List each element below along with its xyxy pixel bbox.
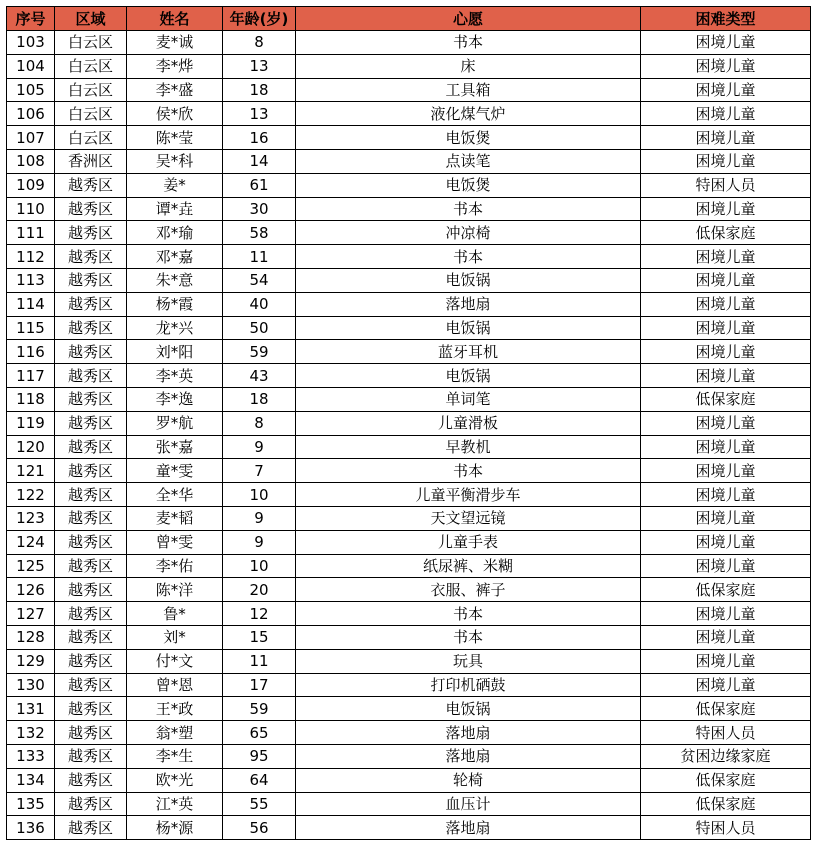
cell-name: 麦*诚 [127, 31, 223, 55]
cell-wish: 书本 [296, 197, 641, 221]
cell-district: 越秀区 [55, 721, 127, 745]
cell-age: 8 [223, 411, 296, 435]
table-row [7, 721, 811, 745]
cell-number: 124 [7, 530, 55, 554]
cell-age: 10 [223, 554, 296, 578]
cell-name: 王*政 [127, 697, 223, 721]
cell-hardship-type: 困境儿童 [641, 411, 811, 435]
table-row [7, 483, 811, 507]
cell-name: 麦*韬 [127, 506, 223, 530]
cell-number: 111 [7, 221, 55, 245]
cell-number: 128 [7, 625, 55, 649]
cell-district: 越秀区 [55, 530, 127, 554]
cell-district: 越秀区 [55, 602, 127, 626]
cell-number: 109 [7, 173, 55, 197]
cell-hardship-type: 困境儿童 [641, 102, 811, 126]
cell-name: 邓*瑜 [127, 221, 223, 245]
cell-age: 17 [223, 673, 296, 697]
cell-wish: 儿童手表 [296, 530, 641, 554]
cell-age: 40 [223, 292, 296, 316]
cell-name: 欧*光 [127, 768, 223, 792]
cell-hardship-type: 困境儿童 [641, 31, 811, 55]
table-row [7, 31, 811, 55]
cell-wish: 衣服、裤子 [296, 578, 641, 602]
cell-wish: 落地扇 [296, 721, 641, 745]
cell-hardship-type: 特困人员 [641, 173, 811, 197]
cell-name: 陈*洋 [127, 578, 223, 602]
cell-age: 8 [223, 31, 296, 55]
cell-name: 杨*霞 [127, 292, 223, 316]
cell-wish: 电饭锅 [296, 268, 641, 292]
table-row [7, 316, 811, 340]
cell-wish: 天文望远镜 [296, 506, 641, 530]
cell-wish: 纸尿裤、米糊 [296, 554, 641, 578]
cell-district: 越秀区 [55, 411, 127, 435]
cell-age: 16 [223, 126, 296, 150]
cell-hardship-type: 困境儿童 [641, 625, 811, 649]
cell-age: 18 [223, 78, 296, 102]
cell-number: 106 [7, 102, 55, 126]
cell-age: 54 [223, 268, 296, 292]
cell-hardship-type: 困境儿童 [641, 149, 811, 173]
cell-age: 7 [223, 459, 296, 483]
cell-hardship-type: 困境儿童 [641, 506, 811, 530]
table-row [7, 364, 811, 388]
cell-district: 越秀区 [55, 268, 127, 292]
cell-hardship-type: 困境儿童 [641, 649, 811, 673]
cell-age: 15 [223, 625, 296, 649]
cell-wish: 液化煤气炉 [296, 102, 641, 126]
cell-age: 13 [223, 54, 296, 78]
cell-wish: 电饭煲 [296, 126, 641, 150]
cell-name: 李*烨 [127, 54, 223, 78]
cell-district: 越秀区 [55, 292, 127, 316]
cell-age: 56 [223, 816, 296, 840]
cell-wish: 工具箱 [296, 78, 641, 102]
cell-hardship-type: 困境儿童 [641, 197, 811, 221]
cell-district: 白云区 [55, 54, 127, 78]
table-row [7, 292, 811, 316]
cell-district: 越秀区 [55, 768, 127, 792]
cell-age: 20 [223, 578, 296, 602]
cell-hardship-type: 困境儿童 [641, 340, 811, 364]
cell-wish: 落地扇 [296, 816, 641, 840]
cell-number: 123 [7, 506, 55, 530]
table-row [7, 54, 811, 78]
cell-number: 110 [7, 197, 55, 221]
cell-number: 129 [7, 649, 55, 673]
cell-wish: 书本 [296, 31, 641, 55]
cell-district: 越秀区 [55, 173, 127, 197]
header-number: 序号 [7, 7, 55, 31]
cell-hardship-type: 低保家庭 [641, 578, 811, 602]
cell-district: 越秀区 [55, 744, 127, 768]
cell-hardship-type: 困境儿童 [641, 364, 811, 388]
cell-wish: 点读笔 [296, 149, 641, 173]
cell-name: 邓*嘉 [127, 245, 223, 269]
cell-number: 114 [7, 292, 55, 316]
header-district: 区域 [55, 7, 127, 31]
cell-number: 133 [7, 744, 55, 768]
cell-district: 越秀区 [55, 578, 127, 602]
cell-name: 谭*垚 [127, 197, 223, 221]
cell-number: 131 [7, 697, 55, 721]
cell-wish: 书本 [296, 459, 641, 483]
table-row [7, 625, 811, 649]
cell-name: 曾*恩 [127, 673, 223, 697]
cell-wish: 电饭锅 [296, 697, 641, 721]
table-row [7, 126, 811, 150]
cell-name: 李*逸 [127, 387, 223, 411]
cell-number: 135 [7, 792, 55, 816]
cell-age: 61 [223, 173, 296, 197]
cell-hardship-type: 特困人员 [641, 721, 811, 745]
cell-number: 112 [7, 245, 55, 269]
cell-name: 龙*兴 [127, 316, 223, 340]
cell-hardship-type: 困境儿童 [641, 292, 811, 316]
cell-district: 越秀区 [55, 459, 127, 483]
cell-age: 95 [223, 744, 296, 768]
cell-district: 香洲区 [55, 149, 127, 173]
header-wish: 心愿 [296, 7, 641, 31]
table-row [7, 673, 811, 697]
cell-number: 120 [7, 435, 55, 459]
table-row [7, 245, 811, 269]
table-row [7, 411, 811, 435]
header-row [7, 7, 811, 31]
cell-hardship-type: 贫困边缘家庭 [641, 744, 811, 768]
cell-number: 116 [7, 340, 55, 364]
cell-name: 罗*航 [127, 411, 223, 435]
cell-age: 55 [223, 792, 296, 816]
wish-list-table [6, 6, 811, 840]
cell-wish: 冲凉椅 [296, 221, 641, 245]
cell-name: 全*华 [127, 483, 223, 507]
cell-district: 越秀区 [55, 673, 127, 697]
cell-name: 李*生 [127, 744, 223, 768]
cell-number: 121 [7, 459, 55, 483]
cell-hardship-type: 困境儿童 [641, 554, 811, 578]
table-row [7, 554, 811, 578]
cell-age: 9 [223, 435, 296, 459]
cell-wish: 早教机 [296, 435, 641, 459]
cell-wish: 电饭煲 [296, 173, 641, 197]
cell-name: 江*英 [127, 792, 223, 816]
table-body [7, 31, 811, 840]
cell-district: 越秀区 [55, 483, 127, 507]
cell-hardship-type: 困境儿童 [641, 54, 811, 78]
cell-number: 107 [7, 126, 55, 150]
cell-age: 43 [223, 364, 296, 388]
cell-age: 11 [223, 649, 296, 673]
cell-wish: 蓝牙耳机 [296, 340, 641, 364]
cell-hardship-type: 特困人员 [641, 816, 811, 840]
table-row [7, 768, 811, 792]
table-row [7, 340, 811, 364]
cell-district: 越秀区 [55, 625, 127, 649]
cell-name: 刘*阳 [127, 340, 223, 364]
cell-name: 吴*科 [127, 149, 223, 173]
table-row [7, 649, 811, 673]
cell-name: 朱*意 [127, 268, 223, 292]
cell-number: 113 [7, 268, 55, 292]
cell-name: 张*嘉 [127, 435, 223, 459]
cell-hardship-type: 低保家庭 [641, 387, 811, 411]
cell-district: 越秀区 [55, 387, 127, 411]
table-row [7, 173, 811, 197]
cell-name: 陈*莹 [127, 126, 223, 150]
cell-hardship-type: 困境儿童 [641, 316, 811, 340]
cell-hardship-type: 低保家庭 [641, 221, 811, 245]
cell-wish: 打印机硒鼓 [296, 673, 641, 697]
table-row [7, 78, 811, 102]
cell-wish: 书本 [296, 245, 641, 269]
cell-name: 杨*源 [127, 816, 223, 840]
table-row [7, 530, 811, 554]
cell-age: 59 [223, 340, 296, 364]
table-row [7, 578, 811, 602]
cell-number: 108 [7, 149, 55, 173]
header-age: 年龄(岁) [223, 7, 296, 31]
cell-district: 白云区 [55, 102, 127, 126]
cell-number: 104 [7, 54, 55, 78]
cell-wish: 落地扇 [296, 744, 641, 768]
cell-hardship-type: 困境儿童 [641, 673, 811, 697]
table-row [7, 197, 811, 221]
cell-hardship-type: 困境儿童 [641, 530, 811, 554]
cell-number: 122 [7, 483, 55, 507]
cell-number: 127 [7, 602, 55, 626]
cell-number: 126 [7, 578, 55, 602]
cell-wish: 儿童滑板 [296, 411, 641, 435]
cell-wish: 床 [296, 54, 641, 78]
cell-age: 58 [223, 221, 296, 245]
cell-age: 13 [223, 102, 296, 126]
cell-name: 李*佑 [127, 554, 223, 578]
cell-age: 14 [223, 149, 296, 173]
cell-name: 鲁* [127, 602, 223, 626]
cell-age: 12 [223, 602, 296, 626]
cell-district: 越秀区 [55, 316, 127, 340]
cell-district: 白云区 [55, 78, 127, 102]
cell-age: 65 [223, 721, 296, 745]
cell-district: 越秀区 [55, 340, 127, 364]
cell-number: 117 [7, 364, 55, 388]
cell-hardship-type: 困境儿童 [641, 483, 811, 507]
cell-district: 越秀区 [55, 197, 127, 221]
cell-hardship-type: 困境儿童 [641, 126, 811, 150]
cell-name: 姜* [127, 173, 223, 197]
cell-district: 越秀区 [55, 697, 127, 721]
cell-age: 9 [223, 530, 296, 554]
cell-hardship-type: 低保家庭 [641, 768, 811, 792]
header-name: 姓名 [127, 7, 223, 31]
cell-wish: 电饭锅 [296, 316, 641, 340]
cell-hardship-type: 困境儿童 [641, 245, 811, 269]
cell-age: 50 [223, 316, 296, 340]
cell-number: 103 [7, 31, 55, 55]
cell-hardship-type: 困境儿童 [641, 435, 811, 459]
table-row [7, 816, 811, 840]
cell-name: 付*文 [127, 649, 223, 673]
cell-number: 134 [7, 768, 55, 792]
cell-number: 130 [7, 673, 55, 697]
table-row [7, 149, 811, 173]
cell-age: 11 [223, 245, 296, 269]
cell-age: 18 [223, 387, 296, 411]
cell-age: 30 [223, 197, 296, 221]
cell-number: 125 [7, 554, 55, 578]
cell-hardship-type: 困境儿童 [641, 459, 811, 483]
cell-name: 童*雯 [127, 459, 223, 483]
cell-number: 115 [7, 316, 55, 340]
table-row [7, 792, 811, 816]
table-row [7, 602, 811, 626]
cell-wish: 单词笔 [296, 387, 641, 411]
table-row [7, 435, 811, 459]
cell-district: 白云区 [55, 126, 127, 150]
table-row [7, 221, 811, 245]
cell-wish: 电饭锅 [296, 364, 641, 388]
cell-wish: 血压计 [296, 792, 641, 816]
cell-age: 64 [223, 768, 296, 792]
table-row [7, 697, 811, 721]
cell-name: 翁*塑 [127, 721, 223, 745]
cell-district: 越秀区 [55, 435, 127, 459]
cell-district: 越秀区 [55, 506, 127, 530]
cell-number: 132 [7, 721, 55, 745]
cell-name: 曾*雯 [127, 530, 223, 554]
table-row [7, 506, 811, 530]
cell-name: 李*英 [127, 364, 223, 388]
cell-number: 119 [7, 411, 55, 435]
cell-name: 刘* [127, 625, 223, 649]
cell-age: 9 [223, 506, 296, 530]
cell-district: 越秀区 [55, 649, 127, 673]
table-row [7, 387, 811, 411]
cell-number: 136 [7, 816, 55, 840]
cell-name: 李*盛 [127, 78, 223, 102]
header-hardship-type: 困难类型 [641, 7, 811, 31]
cell-age: 59 [223, 697, 296, 721]
cell-hardship-type: 低保家庭 [641, 697, 811, 721]
cell-name: 侯*欣 [127, 102, 223, 126]
cell-hardship-type: 困境儿童 [641, 78, 811, 102]
cell-district: 越秀区 [55, 792, 127, 816]
cell-wish: 落地扇 [296, 292, 641, 316]
cell-wish: 轮椅 [296, 768, 641, 792]
cell-number: 105 [7, 78, 55, 102]
cell-hardship-type: 困境儿童 [641, 602, 811, 626]
cell-district: 越秀区 [55, 554, 127, 578]
table-row [7, 744, 811, 768]
cell-district: 越秀区 [55, 364, 127, 388]
cell-hardship-type: 低保家庭 [641, 792, 811, 816]
cell-wish: 儿童平衡滑步车 [296, 483, 641, 507]
table-row [7, 102, 811, 126]
cell-age: 10 [223, 483, 296, 507]
cell-district: 越秀区 [55, 816, 127, 840]
cell-wish: 玩具 [296, 649, 641, 673]
cell-wish: 书本 [296, 602, 641, 626]
table-row [7, 459, 811, 483]
cell-district: 越秀区 [55, 221, 127, 245]
cell-hardship-type: 困境儿童 [641, 268, 811, 292]
cell-number: 118 [7, 387, 55, 411]
cell-district: 越秀区 [55, 245, 127, 269]
table-row [7, 268, 811, 292]
cell-wish: 书本 [296, 625, 641, 649]
cell-district: 白云区 [55, 31, 127, 55]
